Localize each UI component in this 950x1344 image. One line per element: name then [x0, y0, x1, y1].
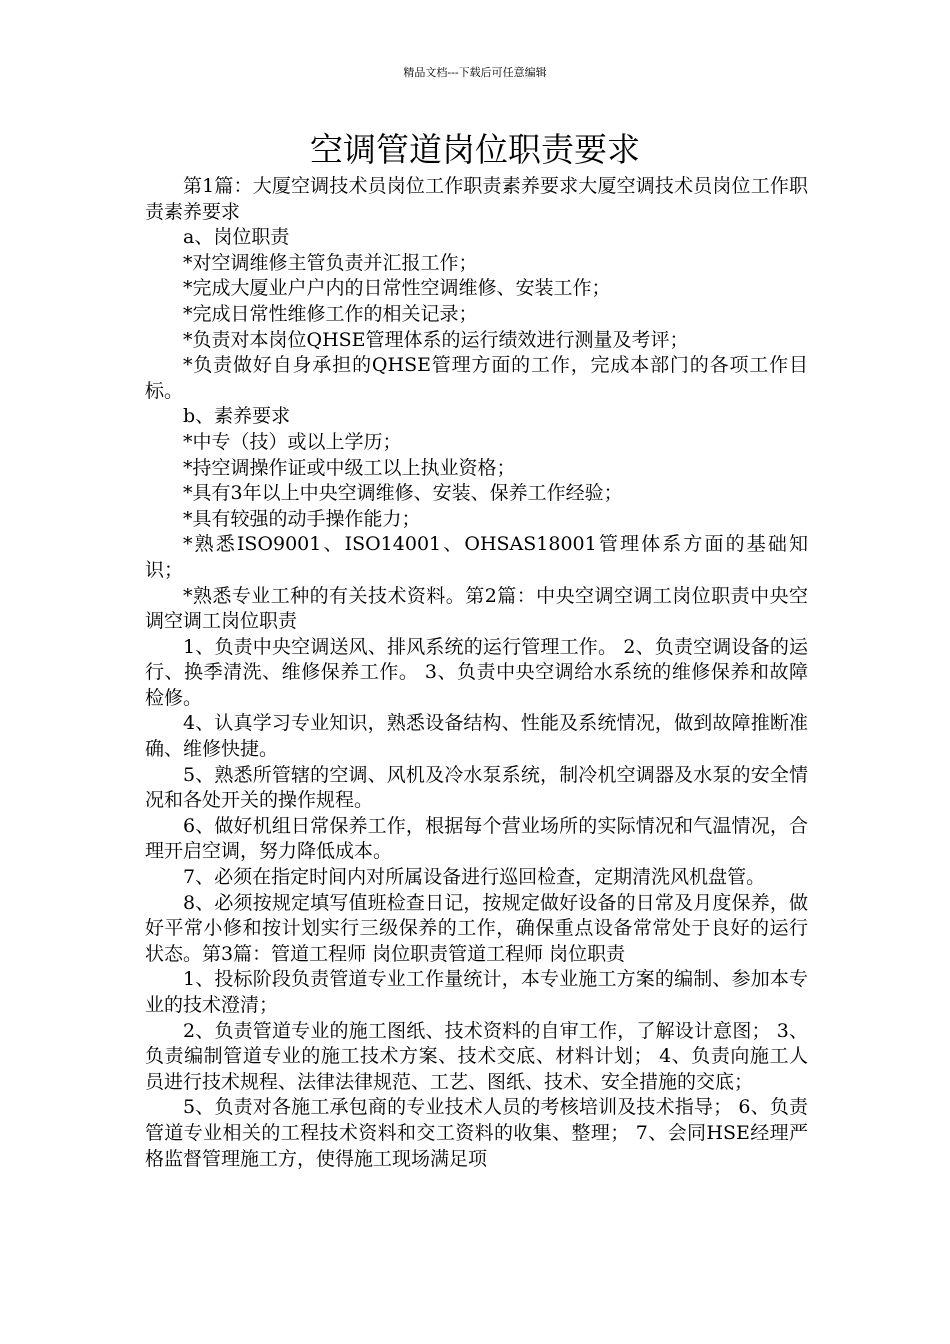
paragraph: 5、熟悉所管辖的空调、风机及冷水泵系统，制冷机空调器及水泵的安全情况和各处开关的操作规程。 [145, 763, 808, 812]
paragraph: b、素养要求 [183, 405, 291, 428]
paragraph: *具有3年以上中央空调维修、安装、保养工作经验； [183, 482, 623, 505]
paragraph: *完成日常性维修工作的相关记录； [183, 302, 478, 325]
paragraph: *完成大厦业户户内的日常性空调维修、安装工作； [183, 277, 611, 300]
document-body [145, 174, 808, 1172]
page-header-watermark: 精品文档---下载后可任意编辑 [403, 66, 547, 79]
paragraph: *负责对本岗位QHSE管理体系的运行绩效进行测量及考评； [183, 328, 689, 351]
paragraph: 7、必须在指定时间内对所属设备进行巡回检查，定期清洗风机盘管。 [183, 866, 766, 889]
document-title: 空调管道岗位职责要求 [310, 130, 640, 169]
paragraph: *熟悉专业工种的有关技术资料。第2篇：中央空调空调工岗位职责中央空调空调工岗位职责 [145, 584, 808, 633]
paragraph: 4、认真学习专业知识，熟悉设备结构、性能及系统情况，做到故障推断准确、维修快捷。 [145, 712, 808, 761]
paragraph: 6、做好机组日常保养工作，根据每个营业场所的实际情况和气温情况，合理开启空调，努力降低成本。 [145, 814, 808, 863]
paragraph: *熟悉ISO9001、ISO14001、OHSAS18001管理体系方面的基础知识； [145, 533, 808, 581]
paragraph: *持空调操作证或中级工以上执业资格； [183, 456, 516, 479]
paragraph: *对空调维修主管负责并汇报工作； [183, 251, 478, 274]
paragraph: 1、负责中央空调送风、排风系统的运行管理工作。 2、负责空调设备的运行、换季清洗、维修保养工作。 3、负责中央空调给水系统的维修保养和故障检修。 [145, 635, 808, 709]
paragraph: a、岗位职责 [183, 226, 290, 249]
paragraph: 5、负责对各施工承包商的专业技术人员的考核培训及技术指导； 6、负责管道专业相关的工程技术资料和交工资料的收集、整理； 7、会同HSE经理严格监督管理施工方，使得施工现场满足项 [145, 1096, 808, 1170]
paragraph: 1、投标阶段负责管道专业工作量统计，本专业施工方案的编制、参加本专业的技术澄清； [145, 968, 808, 1016]
paragraph: *负责做好自身承担的QHSE管理方面的工作，完成本部门的各项工作目标。 [145, 354, 808, 402]
paragraph: *具有较强的动手操作能力； [183, 507, 421, 530]
paragraph: 2、负责管道专业的施工图纸、技术资料的自审工作，了解设计意图； 3、负责编制管道专业的施工技术方案、技术交底、材料计划； 4、负责向施工人员进行技术规程、法律法律规范、工艺、图纸、技术、安全措施的交底； [145, 1019, 808, 1093]
paragraph: 8、必须按规定填写值班检查日记，按规定做好设备的日常及月度保养，做好平常小修和按计划实行三级保养的工作，确保重点设备常常处于良好的运行状态。第3篇：管道工程师 岗位职责管道工程师 岗位职责 [145, 891, 808, 965]
paragraph: 第1篇：大厦空调技术员岗位工作职责素养要求大厦空调技术员岗位工作职责素养要求 [145, 175, 808, 223]
paragraph: *中专（技）或以上学历； [183, 430, 402, 453]
